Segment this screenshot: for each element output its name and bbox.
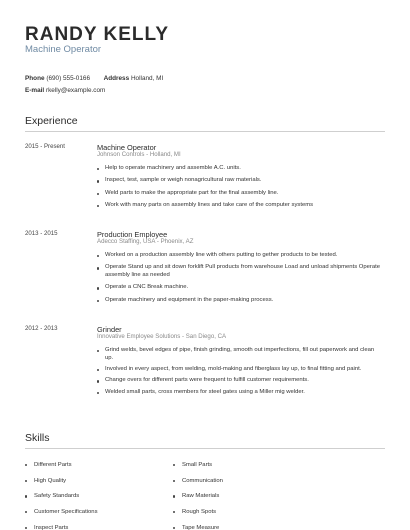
job-bullet: Welded small parts, cross members for steel gates using a Miller mig welder. — [97, 389, 382, 397]
job-company: Johnson Controls - Holland, MI — [97, 151, 181, 158]
skill-item: High Quality — [25, 477, 98, 493]
job-title: Grinder — [97, 325, 122, 334]
job-bullets — [97, 252, 382, 304]
contact-row-1 — [25, 75, 163, 82]
job-bullet: Change overs for different parts were frequent to fulfill customer requirements. — [97, 377, 382, 385]
skill-item: Different Parts — [25, 461, 98, 477]
job-bullet: Operate a CNC Break machine. — [97, 284, 382, 292]
skills-list — [25, 461, 385, 530]
skill-item: Safety Standards — [25, 492, 98, 508]
address-label: Address — [103, 75, 130, 82]
job-bullet: Operate Stand up and sit down forklift Pull products from warehouse Load and unload shipments Operate assembly line as needed — [97, 264, 382, 280]
phone-label: Phone — [25, 75, 45, 82]
skill-item: Small Parts — [173, 461, 223, 477]
phone-value: (690) 555-0166 — [46, 75, 91, 82]
job-bullets — [97, 165, 382, 210]
job-dates: 2015 - Present — [25, 143, 65, 150]
job-title: Production Employee — [97, 230, 168, 239]
skill-item: Communication — [173, 477, 223, 493]
job-bullet: Worked on a production assembly line with others putting to gether products to be tested. — [97, 252, 382, 260]
skills-heading: Skills — [25, 432, 50, 444]
job-bullets — [97, 347, 382, 396]
skill-item: Raw Materials — [173, 492, 223, 508]
job-dates: 2012 - 2013 — [25, 325, 58, 332]
job-bullet: Weld parts to make the appropriate part for the final assembly line. — [97, 190, 382, 198]
job-bullet: Help to operate machinery and assemble A.C. units. — [97, 165, 382, 173]
job-dates: 2013 - 2015 — [25, 230, 58, 237]
contact-row-2 — [25, 87, 105, 94]
experience-heading: Experience — [25, 115, 78, 127]
skill-item: Customer Specifications — [25, 508, 98, 524]
job-company: Adecco Staffing, USA - Phoenix, AZ — [97, 238, 194, 245]
skill-item: Tape Measure — [173, 524, 223, 530]
job-bullet: Work with many parts on assembly lines and take care of the computer systems — [97, 202, 382, 210]
candidate-role: Machine Operator — [25, 44, 102, 55]
skill-item: Inspect Parts — [25, 524, 98, 530]
job-bullet: Involved in every aspect, from welding, mold-making and fiberglass lay up, to final fitting and paint. — [97, 366, 382, 374]
experience-divider — [25, 131, 385, 132]
job-bullet: Inspect, test, sample or weigh nonagricultural raw materials. — [97, 177, 382, 185]
job-bullet: Grind welds, bevel edges of pipe, finish grinding, smooth out imperfections, fill out paperwork and clean up. — [97, 347, 382, 363]
email-label: E-mail — [25, 87, 45, 94]
address-value: Holland, MI — [130, 75, 164, 82]
skill-item: Rough Spots — [173, 508, 223, 524]
skills-divider — [25, 448, 385, 449]
email-value: rkelly@example.com — [45, 87, 106, 94]
job-bullet: Operate machinery and equipment in the paper-making process. — [97, 297, 382, 305]
skills-column-right — [173, 461, 223, 530]
job-company: Innovative Employee Solutions - San Diego, CA — [97, 333, 227, 340]
job-title: Machine Operator — [97, 143, 157, 152]
candidate-name: RANDY KELLY — [25, 24, 170, 45]
skills-column-left — [25, 461, 98, 530]
